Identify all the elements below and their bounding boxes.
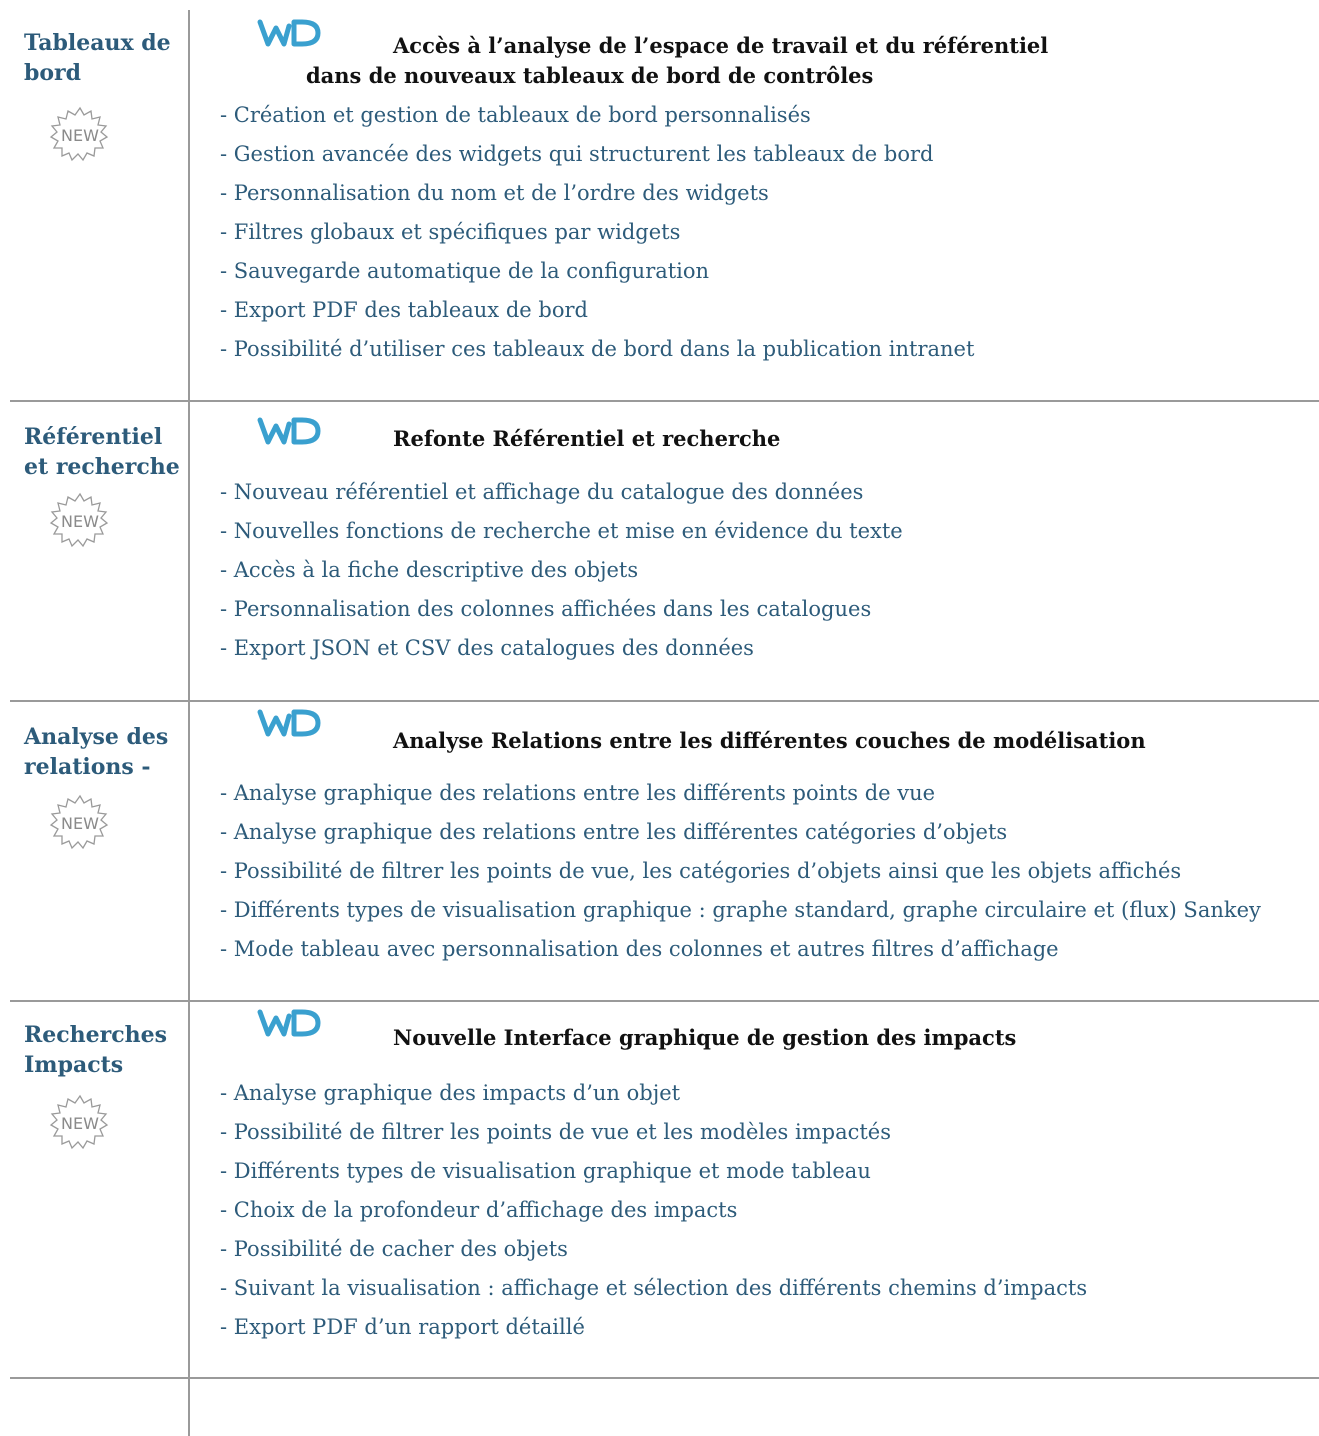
list-item: - Nouveau référentiel et affichage du catalogue des données	[220, 480, 864, 504]
list-item: - Export PDF d’un rapport détaillé	[220, 1315, 585, 1339]
svg-text:NEW: NEW	[61, 512, 99, 531]
section-title: Analyse des relations -	[24, 724, 169, 780]
feature-list	[220, 1074, 1087, 1347]
section-title: Recherches Impacts	[24, 1022, 168, 1078]
new-badge-icon	[46, 1088, 114, 1156]
row-divider	[10, 1000, 1319, 1002]
feature-list	[220, 96, 974, 369]
new-badge-icon	[46, 788, 114, 856]
list-item: - Analyse graphique des relations entre les différentes catégories d’objets	[220, 820, 1008, 844]
svg-text:NEW: NEW	[61, 126, 99, 145]
column-divider	[188, 10, 190, 1436]
list-item: - Possibilité de cacher des objets	[220, 1237, 568, 1261]
list-item: - Personnalisation du nom et de l’ordre des widgets	[220, 181, 769, 205]
list-item: - Possibilité de filtrer les points de vue et les modèles impactés	[220, 1120, 891, 1144]
section-heading: Nouvelle Interface graphique de gestion des impacts	[393, 1025, 1017, 1050]
section-heading: Refonte Référentiel et recherche	[393, 426, 781, 451]
row-divider	[10, 1377, 1319, 1379]
list-item: - Différents types de visualisation graphique et mode tableau	[220, 1159, 871, 1183]
new-badge-icon	[46, 100, 114, 168]
new-badge-icon	[46, 486, 114, 554]
list-item: - Personnalisation des colonnes affichées dans les catalogues	[220, 597, 872, 621]
section-heading-line2: dans de nouveaux tableaux de bord de contrôles	[306, 63, 874, 88]
list-item: - Création et gestion de tableaux de bord personnalisés	[220, 103, 811, 127]
section-heading: Analyse Relations entre les différentes couches de modélisation	[393, 728, 1146, 753]
list-item: - Mode tableau avec personnalisation des colonnes et autres filtres d’affichage	[220, 937, 1059, 961]
wd-logo-icon	[256, 706, 322, 740]
list-item: - Choix de la profondeur d’affichage des impacts	[220, 1198, 738, 1222]
svg-text:NEW: NEW	[61, 1114, 99, 1133]
svg-text:NEW: NEW	[61, 814, 99, 833]
feature-list	[220, 473, 903, 668]
feature-list	[220, 774, 1261, 969]
list-item: - Accès à la fiche descriptive des objets	[220, 558, 639, 582]
list-item: - Différents types de visualisation graphique : graphe standard, graphe circulaire et (flux) Sankey	[220, 898, 1261, 922]
list-item: - Export JSON et CSV des catalogues des données	[220, 636, 754, 660]
list-item: - Filtres globaux et spécifiques par widgets	[220, 220, 681, 244]
list-item: - Analyse graphique des impacts d’un objet	[220, 1081, 681, 1105]
list-item: - Possibilité d’utiliser ces tableaux de bord dans la publication intranet	[220, 337, 975, 361]
list-item: - Analyse graphique des relations entre les différents points de vue	[220, 781, 936, 805]
row-divider	[10, 700, 1319, 702]
wd-logo-icon	[256, 1006, 322, 1040]
wd-logo-icon	[256, 16, 322, 50]
section-title: Tableaux de bord	[24, 30, 171, 86]
list-item: - Export PDF des tableaux de bord	[220, 298, 588, 322]
list-item: - Sauvegarde automatique de la configuration	[220, 259, 710, 283]
wd-logo-icon	[256, 414, 322, 448]
section-title: Référentiel et recherche	[24, 424, 180, 480]
list-item: - Nouvelles fonctions de recherche et mise en évidence du texte	[220, 519, 903, 543]
list-item: - Possibilité de filtrer les points de vue, les catégories d’objets ainsi que les objets affichés	[220, 859, 1182, 883]
list-item: - Gestion avancée des widgets qui structurent les tableaux de bord	[220, 142, 934, 166]
list-item: - Suivant la visualisation : affichage et sélection des différents chemins d’impacts	[220, 1276, 1088, 1300]
row-divider	[10, 400, 1319, 402]
section-heading-line1: Accès à l’analyse de l’espace de travail et du référentiel	[393, 33, 1049, 58]
